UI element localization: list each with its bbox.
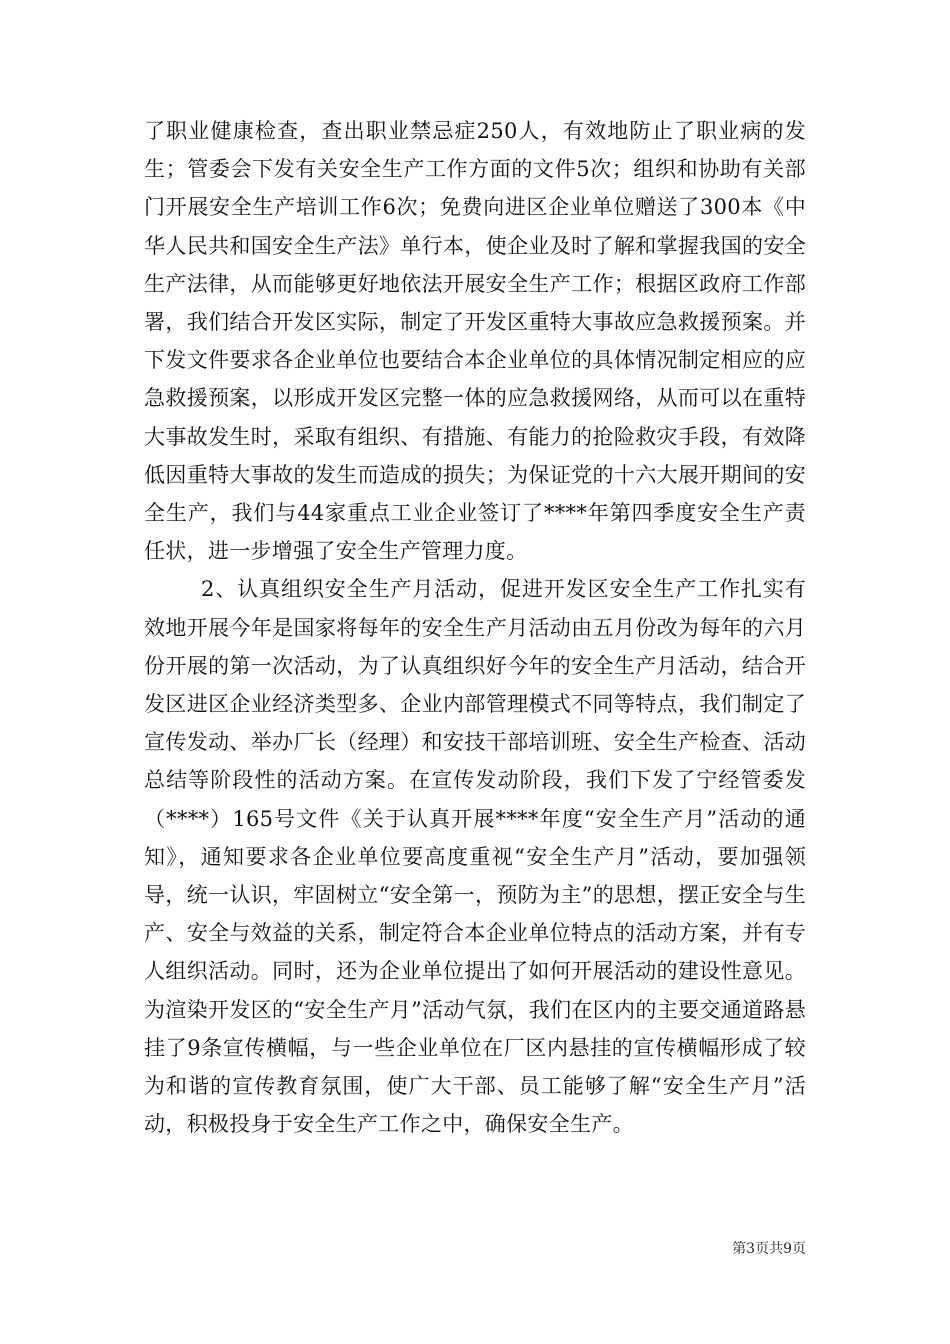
page-number: 第3页共9页 bbox=[732, 1241, 806, 1257]
paragraph-continuation: 了职业健康检查，查出职业禁忌症250人，有效地防止了职业病的发生；管委会下发有关安全生产工作方面的文件5次；组织和协助有关部门开展安全生产培训工作6次；免费向进区企业单位赠送了300本《中华人民共和国安全生产法》单行本，使企业及时了解和掌握我国的安全生产法律，从而能够更好地依法开展安全生产工作；根据区政府工作部署，我们结合开发区实际，制定了开发区重特大事故应急救援预案。并下发文件要求各企业单位也要结合本企业单位的具体情况制定相应的应急救援预案，以形成开发区完整一体的应急救援网络，从而可以在重特大事故发生时，采取有组织、有措施、有能力的抢险救灾手段，有效降低因重特大事故的发生而造成的损失；为保证党的十六大展开期间的安全生产，我们与44家重点工业企业签订了****年第四季度安全生产责任状，进一步增强了安全生产管理力度。 bbox=[144, 119, 806, 564]
paragraph-section-2: 2、认真组织安全生产月活动，促进开发区安全生产工作扎实有效地开展今年是国家将每年的安全生产月活动由五月份改为每年的六月份开展的第一次活动，为了认真组织好今年的安全生产月活动，结合开发区进区企业经济类型多、企业内部管理模式不同等特点，我们制定了宣传发动、举办厂长（经理）和安技干部培训班、安全生产检查、活动总结等阶段性的活动方案。在宣传发动阶段，我们下发了宁经管委发（****）165号文件《关于认真开展****年度“安全生产月”活动的通知》，通知要求各企业单位要高度重视“安全生产月”活动，要加强领导，统一认识，牢固树立“安全第一，预防为主”的思想，摆正安全与生产、安全与效益的关系，制定符合本企业单位特点的活动方案，并有专人组织活动。同时，还为企业单位提出了如何开展活动的建设性意见。为渲染开发区的“安全生产月”活动气氛，我们在区内的主要交通道路悬挂了9条宣传横幅，与一些企业单位在厂区内悬挂的宣传横幅形成了较为和谐的宣传教育氛围，使广大干部、员工能够了解“安全生产月”活动，积极投身于安全生产工作之中，确保安全生产。 bbox=[144, 577, 806, 1137]
document-body bbox=[144, 112, 806, 1143]
